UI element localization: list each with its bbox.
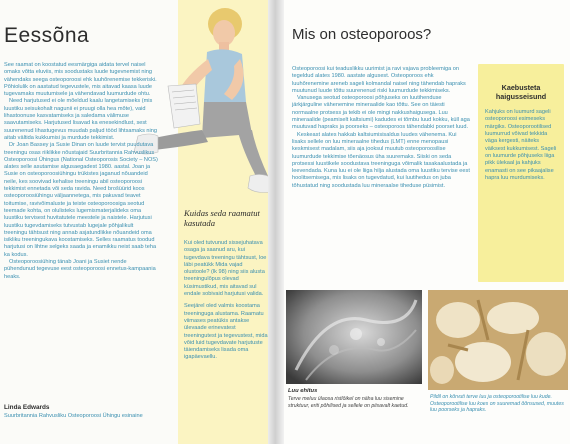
- sidebar-paragraph: Seejärel oled valmis koostama treeninguga alustama. Raamatu viimases peatükis antakse ülevaade erinevatest treeningutest ja tegevustest, mida võid luid tugevdavate harjutuste täiendamiseks lisada oma igapäevaellu.: [184, 303, 268, 361]
- article-paragraph: Osteoporoosi kui teaduslikku uurimist ja ravi vajava probleemiga on tegeldud alates 1980. aastate algusest. Osteoporoos ehk luuhõrenemine areneb sageli kolmandal naisel ning tähendab hapraks muutunud luude tõttu suurenenud riski luumurdude tekkimiseks.: [292, 66, 466, 94]
- preface-text: [4, 62, 158, 281]
- preface-paragraph: See raamat on koostatud eesmärgiga aidata tervel naisel omaks võtta eluviis, mis soodustaks luude tugevnemist ning vähendaks seega osteoporoosi ehk luuhõrenemise tekkeriski. Põhiolulik on aastatud tegevustele, mis aitavad kaasa luude tugevamaks muutumisele ja vähendavad luumurdude ohtu.: [4, 62, 157, 98]
- article-paragraph: Keskeast alates hakkab kaltsiumisisaldus luudes vähenema. Kui lisaks sellele on luu mineraalne tihedus (LMT) enne menopausi keskmisest madalam, siis aja jooksul muutub osteoporoosilise luumurdude tekkimise tõenäosus üha suuremaks. Siiski on seda protsessi luustikele soodustava treeninguga võimalik tasakaalustada ja leevendada. Kuna luu ei ole liiga hilja alustada oma luustiku tervise eest hoolitsemisega, mis lisaks on tugevdatud, kui luutihedus on juba tõhustatud ning soodustada luu mineraalse tiheduse püsimist.: [292, 131, 470, 189]
- page-gutter: [268, 0, 284, 444]
- preface-paragraph: Osteoporoosiühing tänab Joani ja Susiet nende pühendunud tegevuse eest osteoporoosi ennetus-kampaania heaks.: [4, 259, 156, 280]
- preface-paragraph: Need harjutused ei ole mõeldud kaalu langetamiseks (mis luustiku seisukohalt nagunii ei pruugi olla hea mõte), vaid lihastoonuse kasvatamiseks ja saledama välimuse saavutamiseks. Harjutused lisavad ka enesekindlust, sest suurenenud lihastugevus muudab paljud tööd lihtsamaks ning aitab vältida kukkumisi ja murdude tekkimist.: [4, 98, 157, 141]
- preface-paragraph: Dr Joan Bassey ja Susie Dinan on luude tervist puudutava treeningu osas riiklikke nõustajaid Suurbritannia Rahvuslikus Osteoporoosi Ühingus (National Osteoporosis Society – NOS) alates selle asutamise algusaegadest 1980. aastal. Joan ja Susie on osteoporoosiühingu trükistes jaganud nõuandeid neile, kes soovivad kehalise treeningu abil osteoporoosi tekkimist ennetada või seda ravida. Need brošüürid koos osteoporoosiühingu väljaannetega, mis pakuvad teavet toitumise, ravivõimaluste ja teiste osteoporoosiga seotud teemade kohta, on olulisteks lugemismaterjalideks oma luustiku tervisest huvitatutele meestele ja naistele. Harjutusi luustiku tugevdamiseks tutvustab lugejale põhjalikult treeningu tähtsust ning annab asjatundlikke nõuandeid oma isikliku treeningukava koostamiseks. Selles raamatus toodud harjutusi on lihtne selgeks saada ja enamikku neist saab teha ka kodus.: [4, 142, 158, 258]
- bone-structure-photo: [286, 290, 422, 384]
- sidebar-title: Kuidas seda raamatut kasutada: [184, 208, 260, 228]
- sidebar-paragraph: Kui oled tutvunud sissejuhatava osaga ja saanud aru, kui tugevdava treeningu tähtsust, loe läbi peatükk Mida vajad olustoole? (lk 98) ning siis alusta treeningulõpus olevad küsimustikud, mis aitavad sul endale sobivaid harjutusi valida.: [184, 240, 267, 298]
- caption-left-title: Luu ehitus: [288, 388, 318, 394]
- article-paragraph: Vanusega seotud osteoporoosi põhjuseks on luutihenduse järkjärguline vähenemine mineraalide kao tõttu. See on täiesti normaalne protsess ja tekib ei ole mingi nakkushaigusega. Luu mineraalide (peamiselt kaltsiumi) kadudes ei tõmbu luud kokku, küll aga muutuvad hapraks ja poorseks – osteoporoos tähendabki poorset luud.: [292, 95, 470, 131]
- sidebar-text: [184, 240, 268, 362]
- osteoporosis-text: [292, 66, 470, 190]
- info-box: [478, 64, 564, 282]
- osteoporotic-bone-photo: [428, 290, 568, 390]
- caption-right-text: Pildil on kõrvuti terve luu ja osteoporootilise luu kude. Osteoporootilise luu koes on suuremad õõnsused, muutes luu poorseks ja hapraks.: [430, 394, 564, 414]
- info-box-text: Kahjuks on luumurd sageli osteoporoosi esimeseks märgiks. Osteoporootilised luumurrud võivad tekkida väga kergesti, näiteks väiksest kukkumisest. Sageli on luumurde põhjuseks liiga pikk ülekaal ja kahjuks enamasti on see pikaajalise hapra luu murdumiseks.: [485, 109, 557, 181]
- page-title: Eessõna: [4, 24, 90, 47]
- caption-left-text: Terve meluu ülaosa ristlõikel on näha luu sisemine struktuur, eriti põhilised ja sellele on piisavalt kaetud.: [288, 396, 409, 409]
- section-title: Mis on osteoporoos?: [292, 26, 432, 43]
- signature-name: Linda Edwards: [4, 404, 50, 411]
- signature-role: Suurbritannia Rahvusliku Osteoporoosi Ühingu esinaine: [4, 413, 143, 419]
- info-box-title: Kaebusteta haigusseisund: [495, 83, 547, 101]
